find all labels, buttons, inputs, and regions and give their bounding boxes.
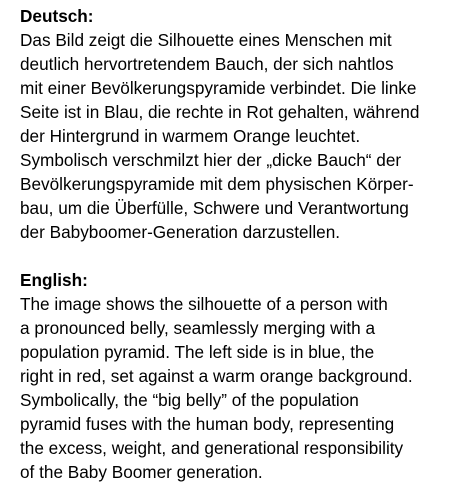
german-text-line: der Babyboomer-Generation darzustellen. (20, 222, 341, 242)
german-text-line: Seite ist in Blau, die rechte in Rot gehalten, während (20, 102, 420, 122)
english-text-line: pyramid fuses with the human body, representing (20, 414, 395, 434)
english-text-line: Symbolically, the “big belly” of the population (20, 390, 359, 410)
german-text-line: der Hintergrund in warmem Orange leuchtet. (20, 126, 361, 146)
english-text-line: a pronounced belly, seamlessly merging with a (20, 318, 376, 338)
english-heading: English: (20, 270, 88, 290)
english-text-line: The image shows the silhouette of a person with (20, 294, 388, 314)
english-section (20, 268, 460, 484)
german-heading: Deutsch: (20, 6, 94, 26)
english-text-line: the excess, weight, and generational responsibility (20, 438, 404, 458)
english-text-line: population pyramid. The left side is in blue, the (20, 342, 375, 362)
german-text-line: Symbolisch verschmilzt hier der „dicke Bauch“ der (20, 150, 402, 170)
german-text-line: mit einer Bevölkerungspyramide verbindet. Die linke (20, 78, 417, 98)
german-text-line: Bevölkerungspyramide mit dem physischen Körper- (20, 174, 414, 194)
german-text-line: Das Bild zeigt die Silhouette eines Menschen mit (20, 30, 392, 50)
english-text-line: right in red, set against a warm orange background. (20, 366, 413, 386)
german-text-line: bau, um die Überfülle, Schwere und Verantwortung (20, 198, 409, 218)
english-text-line: of the Baby Boomer generation. (20, 462, 263, 482)
german-text-line: deutlich hervortretendem Bauch, der sich nahtlos (20, 54, 394, 74)
note-text-body (20, 4, 460, 484)
german-section (20, 4, 460, 244)
